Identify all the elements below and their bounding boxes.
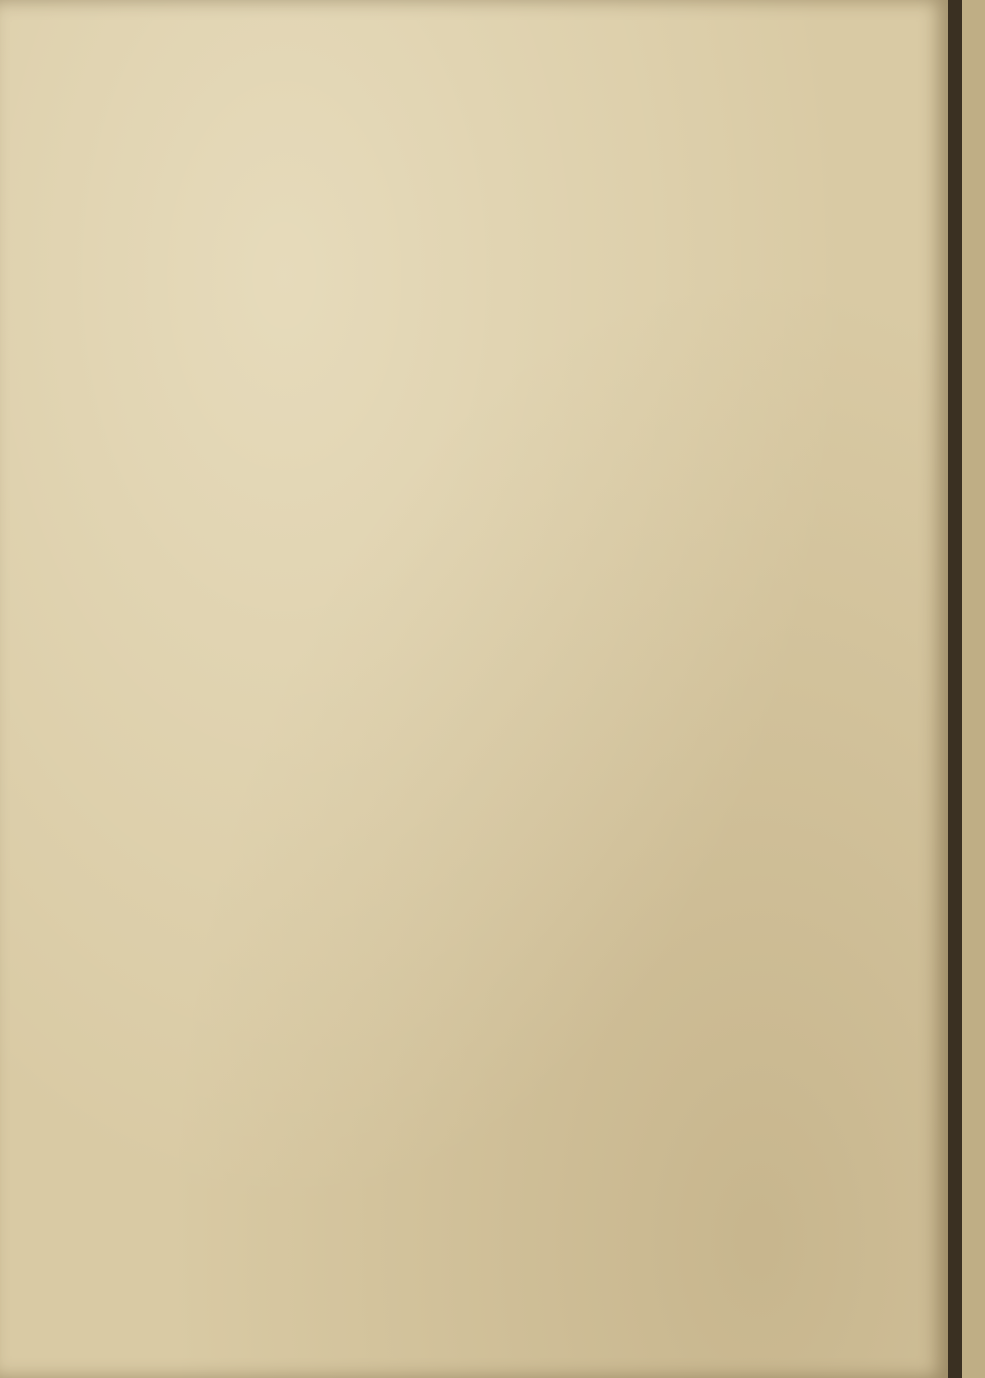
next-page-edge (962, 0, 985, 1378)
book-gutter (948, 0, 962, 1378)
